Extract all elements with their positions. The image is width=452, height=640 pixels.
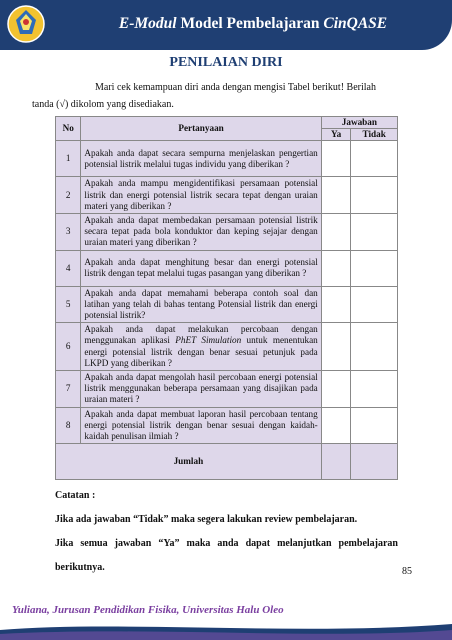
table-row bbox=[56, 141, 398, 177]
footer-author: Yuliana, Jurusan Pendidikan Fisika, Universitas Halu Oleo bbox=[12, 604, 284, 616]
answer-yes-cell[interactable] bbox=[321, 323, 351, 371]
intro-line-2: tanda (√) dikolom yang disediakan. bbox=[32, 99, 174, 110]
answer-yes-cell[interactable] bbox=[321, 371, 351, 408]
row-number: 6 bbox=[56, 323, 81, 371]
answer-no-cell[interactable] bbox=[351, 250, 398, 286]
answer-yes-cell[interactable] bbox=[321, 177, 351, 214]
self-assessment-table bbox=[55, 116, 398, 480]
notes-heading: Catatan : bbox=[55, 490, 96, 501]
sum-row bbox=[56, 444, 398, 480]
answer-yes-cell[interactable] bbox=[321, 286, 351, 323]
header-bar bbox=[0, 0, 452, 50]
table-row bbox=[56, 286, 398, 323]
row-number: 5 bbox=[56, 286, 81, 323]
row-number: 8 bbox=[56, 407, 81, 444]
sum-yes-cell bbox=[321, 444, 351, 480]
answer-yes-cell[interactable] bbox=[321, 407, 351, 444]
header-answer: Jawaban bbox=[321, 117, 397, 129]
answer-no-cell[interactable] bbox=[351, 371, 398, 408]
header-question: Pertanyaan bbox=[81, 117, 321, 141]
answer-yes-cell[interactable] bbox=[321, 250, 351, 286]
answer-no-cell[interactable] bbox=[351, 286, 398, 323]
row-question: Apakah anda dapat membedakan persamaan potensial listrik secara tepat pada bola konduktor dan keping sejajar dengan uraian materi yang diberikan ? bbox=[81, 214, 321, 251]
row-number: 1 bbox=[56, 141, 81, 177]
row-question: Apakah anda dapat memahami beberapa contoh soal dan latihan yang telah di bahas tentang Potensial listrik dan energi potensial listrik? bbox=[81, 286, 321, 323]
page-number: 85 bbox=[402, 566, 412, 577]
row-question: Apakah anda dapat secara sempurna menjelaskan pengertian potensial listrik melalui tugas individu yang diberikan ? bbox=[81, 141, 321, 177]
row-question: Apakah anda dapat membuat laporan hasil percobaan tentang energi potensial listrik dengan benar sesuai dengan kaidah-kaidah penulisan ilmiah ? bbox=[81, 407, 321, 444]
answer-yes-cell[interactable] bbox=[321, 141, 351, 177]
row-number: 7 bbox=[56, 371, 81, 408]
answer-no-cell[interactable] bbox=[351, 214, 398, 251]
header-no-answer: Tidak bbox=[351, 129, 398, 141]
sum-no-cell bbox=[351, 444, 398, 480]
notes-section bbox=[55, 484, 398, 580]
row-question: Apakah anda dapat mengolah hasil percobaan energi potensial listrik menggunakan beberapa persamaan yang disajikan pada uraian materi ? bbox=[81, 371, 321, 408]
header-no: No bbox=[56, 117, 81, 141]
row-number: 4 bbox=[56, 250, 81, 286]
table-row bbox=[56, 214, 398, 251]
answer-no-cell[interactable] bbox=[351, 177, 398, 214]
table-row bbox=[56, 323, 398, 371]
page-title: PENILAIAN DIRI bbox=[169, 55, 283, 70]
intro-text bbox=[32, 79, 397, 113]
answer-no-cell[interactable] bbox=[351, 407, 398, 444]
table-row bbox=[56, 371, 398, 408]
table-row bbox=[56, 177, 398, 214]
answer-yes-cell[interactable] bbox=[321, 214, 351, 251]
intro-line-1: Mari cek kemampuan diri anda dengan mengisi Tabel berikut! Berilah bbox=[95, 82, 376, 93]
footer-bar bbox=[0, 590, 452, 640]
row-question: Apakah anda mampu mengidentifikasi persamaan potensial listrik dan energi potensial listrik secara tepat dengan uraian materi yang diberikan ? bbox=[81, 177, 321, 214]
row-question: Apakah anda dapat melakukan percobaan dengan menggunakan aplikasi PhET Simulation untuk menentukan energi potensial listrik dengan benar sesuai petunjuk pada LKPD yang diberikan ? bbox=[81, 323, 321, 371]
answer-no-cell[interactable] bbox=[351, 323, 398, 371]
table-row bbox=[56, 250, 398, 286]
row-question: Apakah anda dapat menghitung besar dan energi potensial listrik dengan tepat melalui tugas pasangan yang diberikan ? bbox=[81, 250, 321, 286]
table-row bbox=[56, 407, 398, 444]
row-number: 3 bbox=[56, 214, 81, 251]
header-title bbox=[58, 10, 448, 38]
notes-line-2: Jika semua jawaban “Ya” maka anda dapat melanjutkan pembelajaran berikutnya. bbox=[55, 538, 398, 573]
answer-no-cell[interactable] bbox=[351, 141, 398, 177]
header-title-part3: CinQASE bbox=[323, 15, 388, 32]
header-yes: Ya bbox=[321, 129, 351, 141]
header-title-part1: E-Modul bbox=[118, 15, 177, 32]
notes-line-1: Jika ada jawaban “Tidak” maka segera lakukan review pembelajaran. bbox=[55, 514, 358, 525]
sum-label: Jumlah bbox=[56, 444, 322, 480]
tut-wuri-handayani-logo-icon bbox=[6, 4, 46, 44]
header-title-part2: Model Pembelajaran bbox=[176, 15, 324, 32]
row-number: 2 bbox=[56, 177, 81, 214]
